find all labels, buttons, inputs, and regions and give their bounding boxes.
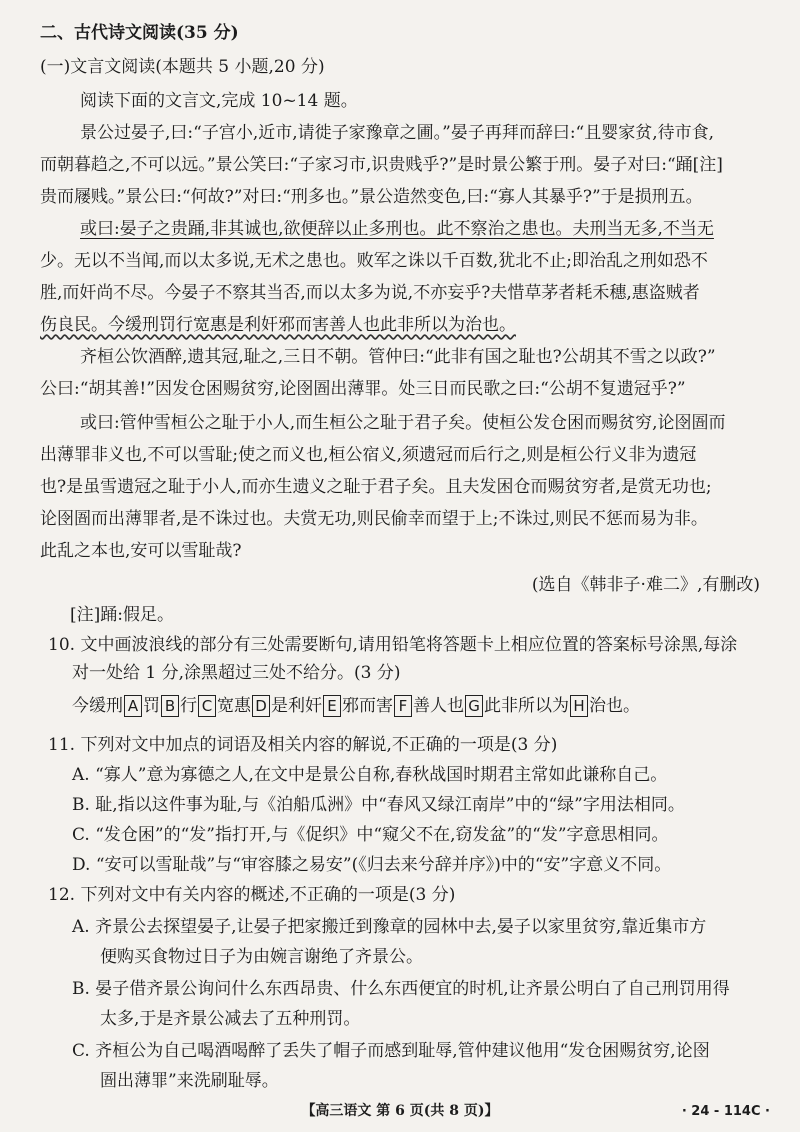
- passage-line: 论囹圄而出薄罪者,是不诛过也。夫赏无功,则民偷幸而望于上;不诛过,则民不惩而易为非。: [40, 509, 708, 529]
- q12-option-b-cont[interactable]: 太多,于是齐景公减去了五种刑罚。: [100, 1009, 361, 1029]
- passage-line: 或曰:管仲雪桓公之耻于小人,而生桓公之耻于君子矣。使桓公发仓困而赐贫穷,论囹圄而: [80, 413, 726, 433]
- q11-option-a[interactable]: A. “寡人”意为寡德之人,在文中是景公自称,春秋战国时期君主常如此谦称自己。: [72, 765, 668, 785]
- passage-line: 公曰:“胡其善!”因发仓困赐贫穷,论囹圄出薄罪。处三日而民歌之曰:“公胡不复遗冠乎?”: [40, 379, 686, 399]
- q12-option-a-cont[interactable]: 便购买食物过日子为由婉言谢绝了齐景公。: [100, 947, 423, 967]
- passage-note: [注]踊:假足。: [70, 605, 174, 625]
- passage-line: 或曰:晏子之贵踊,非其诚也,欲便辞以止多刑也。此不察治之患也。夫刑当无多,不当无: [80, 219, 714, 239]
- q10-answer-box-a[interactable]: A: [124, 695, 142, 717]
- q10-segment: 宽惠: [217, 696, 251, 716]
- section-title: 二、古代诗文阅读(35 分): [40, 23, 239, 43]
- q10-answer-box-g[interactable]: G: [465, 695, 483, 717]
- q11-option-c[interactable]: C. “发仓困”的“发”指打开,与《促织》中“窥父不在,窃发盆”的“发”字意思相同。: [72, 825, 669, 845]
- q11-option-b[interactable]: B. 耻,指以这件事为耻,与《泊船瓜洲》中“春风又绿江南岸”中的“绿”字用法相同。: [72, 795, 685, 815]
- q12-option-a[interactable]: A. 齐景公去探望晏子,让晏子把家搬迁到豫章的园林中去,晏子以家里贫穷,靠近集市方: [72, 917, 707, 937]
- passage-line: 而朝暮趋之,不可以远。”景公笑曰:“子家习市,识贵贱乎?”是时景公繁于刑。晏子对曰:“踊[注]: [40, 155, 723, 175]
- passage-wavy-line: 伤良民。今缓刑罚行宽惠是利奸邪而害善人也此非所以为治也。: [40, 315, 516, 335]
- q10-segment: 此非所以为: [484, 696, 569, 716]
- q10-answer-box-h[interactable]: H: [570, 695, 588, 717]
- passage-line: 贵而屦贱。”景公曰:“何故?”对曰:“刑多也。”景公造然变色,曰:“寡人其暴乎?”于是损刑五。: [40, 187, 703, 207]
- q10-segment: 罚: [143, 696, 160, 716]
- q12-stem: 12. 下列对文中有关内容的概述,不正确的一项是(3 分): [48, 885, 456, 905]
- q12-option-b[interactable]: B. 晏子借齐景公询问什么东西昂贵、什么东西便宜的时机,让齐景公明白了自己刑罚用得: [72, 979, 730, 999]
- q10-answer-box-d[interactable]: D: [252, 695, 270, 717]
- q12-option-c[interactable]: C. 齐桓公为自己喝酒喝醉了丢失了帽子而感到耻辱,管仲建议他用“发仓困赐贫穷,论囹: [72, 1041, 710, 1061]
- instruction: 阅读下面的文言文,完成 10~14 题。: [80, 91, 358, 111]
- passage-line: 少。无以不当闻,而以太多说,无术之患也。败军之诛以千百数,犹北不止;即治乱之刑如恐不: [40, 251, 708, 271]
- q10-stem: 10. 文中画波浪线的部分有三处需要断句,请用铅笔将答题卡上相应位置的答案标号涂黑,每涂: [48, 635, 738, 655]
- q10-stem: 对一处给 1 分,涂黑超过三处不给分。(3 分): [72, 663, 401, 683]
- subsection-title: (一)文言文阅读(本题共 5 小题,20 分): [40, 57, 325, 77]
- q10-segment: 邪而害: [342, 696, 393, 716]
- q10-answer-box-c[interactable]: C: [198, 695, 216, 717]
- q10-sentence-with-boxes: [72, 695, 640, 717]
- passage-line: 齐桓公饮酒醉,遗其冠,耻之,三日不朝。管仲曰:“此非有国之耻也?公胡其不雪之以政?”: [80, 347, 716, 367]
- passage-line: 也?是虽雪遗冠之耻于小人,而亦生遗义之耻于君子矣。且夫发困仓而赐贫穷者,是赏无功也;: [40, 477, 712, 497]
- q10-answer-box-b[interactable]: B: [161, 695, 179, 717]
- q10-segment: 行: [180, 696, 197, 716]
- passage-line: 景公过晏子,曰:“子宫小,近市,请徙子家豫章之圃。”晏子再拜而辞曰:“且婴家贫,待市食,: [80, 123, 715, 143]
- passage-source: (选自《韩非子·难二》,有删改): [531, 575, 760, 595]
- q10-segment: 治也。: [589, 696, 640, 716]
- exam-code: · 24 - 114C ·: [681, 1104, 770, 1119]
- q10-segment: 善人也: [413, 696, 464, 716]
- q11-option-d[interactable]: D. “安可以雪耻哉”与“审容膝之易安”(《归去来兮辞并序》)中的“安”字意义不同。: [72, 855, 672, 875]
- passage-line: 出薄罪非义也,不可以雪耻;使之而义也,桓公宿义,须遗冠而后行之,则是桓公行义非为遗冠: [40, 445, 697, 465]
- q10-answer-box-f[interactable]: F: [394, 695, 412, 717]
- q12-option-c-cont[interactable]: 圄出薄罪”来洗刷耻辱。: [100, 1071, 279, 1091]
- q10-segment: 是利奸: [271, 696, 322, 716]
- q11-stem: 11. 下列对文中加点的词语及相关内容的解说,不正确的一项是(3 分): [48, 735, 558, 755]
- passage-line: 此乱之本也,安可以雪耻哉?: [40, 541, 242, 561]
- page-footer: 【高三语文 第 6 页(共 8 页)】: [301, 1103, 499, 1119]
- q10-answer-box-e[interactable]: E: [323, 695, 341, 717]
- q10-segment: 今缓刑: [72, 696, 123, 716]
- passage-line: 胜,而奸尚不尽。今晏子不察其当否,而以太多为说,不亦妄乎?夫惜草茅者耗禾穗,惠盗贼者: [40, 283, 700, 303]
